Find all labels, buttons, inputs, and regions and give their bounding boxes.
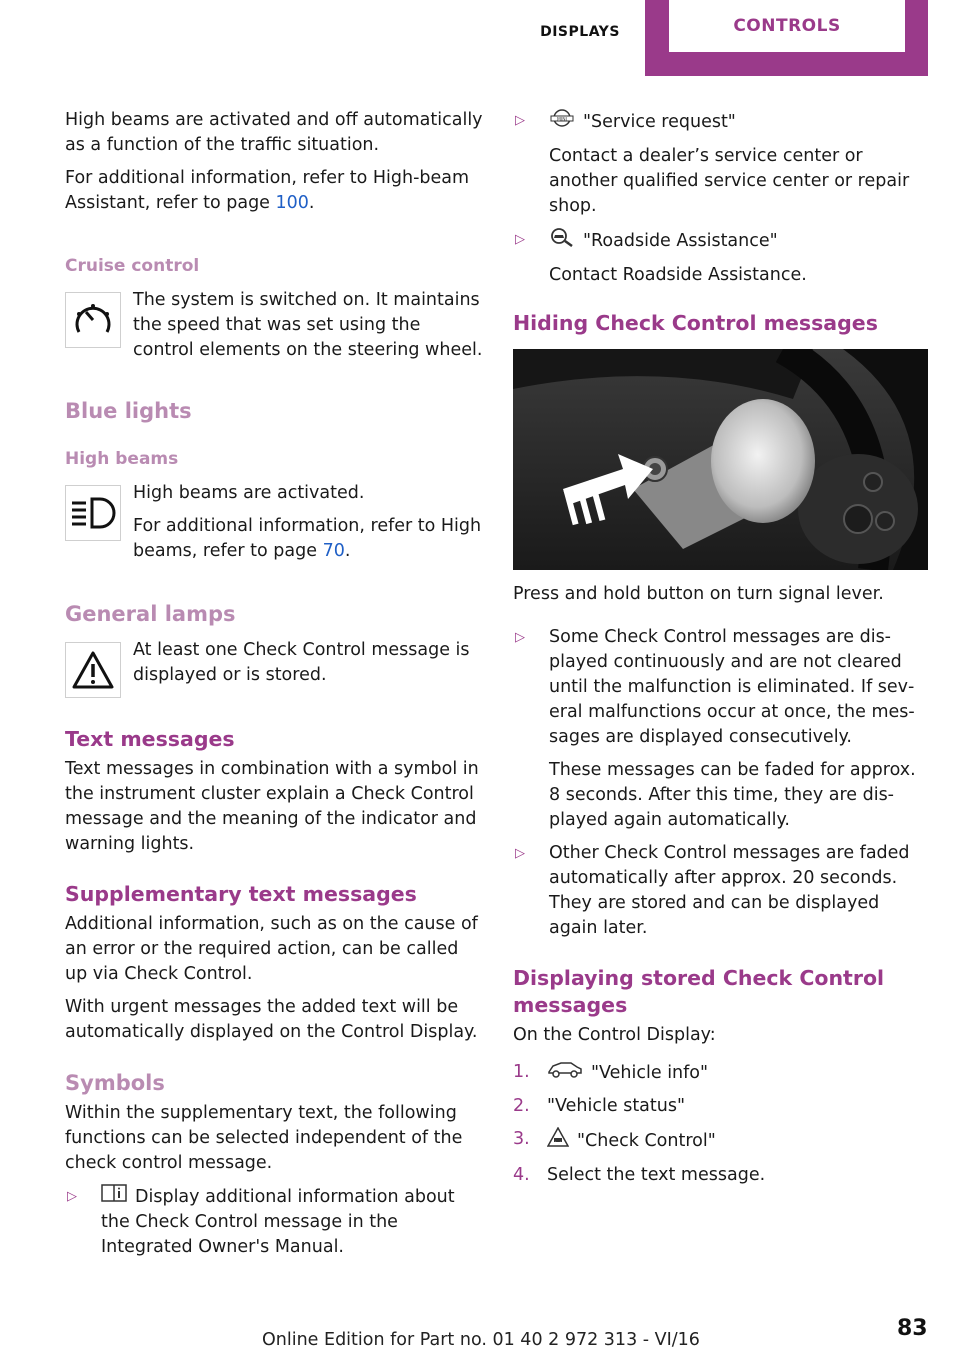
general-lamps-text: At least one Check Control message is displayed or is stored. [133, 640, 470, 685]
step-2 [513, 1094, 928, 1119]
step-number: 1. [513, 1062, 530, 1082]
step-1 [513, 1060, 928, 1086]
warning-triangle-icon [65, 642, 121, 698]
cruise-control-block [65, 288, 483, 363]
bullet-marker: ▷ [515, 846, 525, 861]
page-link-70[interactable]: 70 [322, 541, 345, 561]
step-3-text: "Check Control" [577, 1131, 716, 1151]
high-beam-icon [65, 485, 121, 541]
right-column [513, 108, 928, 1188]
supplementary-body-2: With urgent messages the added text will be automatically displayed on the Control Display. [65, 997, 478, 1042]
high-beams-text-1: High beams are activated. [133, 483, 365, 503]
symbols-bullet-1-text: Display additional information about the Check Control message in the Integrated Owner's Manual. [101, 1187, 455, 1257]
symbols-bullet-1 [65, 1184, 483, 1260]
service-request-label: "Service request" [583, 112, 736, 132]
speedometer-icon [65, 292, 121, 348]
roadside-label: "Roadside Assistance" [583, 231, 778, 251]
service-request-text: Contact a dealer’s service center or another qualified service center or repair shop. [549, 146, 910, 216]
bullet-marker: ▷ [515, 232, 525, 247]
car-warning-icon [547, 1127, 569, 1155]
left-column [65, 108, 483, 1260]
blue-lights-heading: Blue lights [65, 399, 192, 423]
hiding-heading: Hiding Check Control messages [513, 311, 878, 335]
step-number: 2. [513, 1096, 530, 1116]
high-beams-heading: High beams [65, 449, 179, 469]
text-messages-body: Text messages in combination with a symbol in the instrument cluster explain a Check Control message and the meaning of the indicator and warning lights. [65, 759, 479, 854]
mini-service-icon [549, 108, 575, 136]
general-lamps-heading: General lamps [65, 602, 236, 626]
symbols-body: Within the supplementary text, the following functions can be selected independent of the check control message. [65, 1103, 463, 1173]
photo-caption: Press and hold button on turn signal lever. [513, 584, 884, 604]
hiding-bullet-1-extra: These messages can be faded for approx. 8 seconds. After this time, they are dis‐ played again automatically. [549, 760, 916, 830]
turn-signal-lever-photo [513, 349, 928, 570]
step-number: 4. [513, 1165, 530, 1185]
bullet-marker: ▷ [515, 113, 525, 128]
page-number: 83 [897, 1316, 928, 1341]
hiding-bullet-2 [513, 841, 928, 941]
header-section-label: DISPLAYS [540, 24, 620, 40]
bullet-marker: ▷ [515, 630, 525, 645]
displaying-heading: Displaying stored Check Control messages [513, 966, 885, 1017]
header-chapter-label: CONTROLS [733, 16, 841, 36]
manual-book-icon [101, 1184, 127, 1210]
high-beams-text-2: For additional information, refer to High beams, refer to page 70. [133, 516, 482, 561]
page-link-100[interactable]: 100 [275, 193, 309, 213]
hiding-bullet-2-text: Other Check Control messages are faded automatically after approx. 20 seconds. They are stored and can be displayed again later. [549, 843, 910, 938]
hiding-bullet-1-text: Some Check Control messages are dis‐ played continuously and are not cleared until the malfunction is eliminated. If sev‐ eral malfunctions occur at once, the mes‐ sages are displayed consecutively. [549, 627, 915, 747]
displaying-intro: On the Control Display: [513, 1025, 716, 1045]
supplementary-heading: Supplementary text messages [65, 882, 417, 906]
step-number: 3. [513, 1129, 530, 1149]
tow-truck-icon [549, 227, 575, 255]
symbols-heading: Symbols [65, 1071, 165, 1095]
step-2-text: "Vehicle status" [547, 1096, 686, 1116]
supplementary-body-1: Additional information, such as on the cause of an error or the required action, can be called up via Check Control. [65, 914, 478, 984]
bullet-marker: ▷ [67, 1189, 77, 1204]
service-request-bullet [513, 108, 928, 219]
roadside-text: Contact Roadside Assistance. [549, 265, 807, 285]
cruise-control-text: The system is switched on. It maintains the speed that was set using the control elements on the steering wheel. [133, 290, 483, 360]
general-lamps-block [65, 638, 483, 698]
header-chapter-tab [645, 0, 928, 76]
step-1-text: "Vehicle info" [591, 1063, 709, 1083]
hiding-bullet-1 [513, 625, 928, 833]
car-icon [547, 1060, 583, 1086]
high-beams-block [65, 481, 483, 564]
intro-paragraph-1: High beams are activated and off automatically as a function of the traffic situation. [65, 110, 483, 155]
cruise-control-heading: Cruise control [65, 256, 200, 276]
step-4-text: Select the text message. [547, 1165, 766, 1185]
footer-edition: Online Edition for Part no. 01 40 2 972 313 - VI/16 [262, 1330, 700, 1350]
intro-paragraph-2: For additional information, refer to High-beam Assistant, refer to page 100. [65, 168, 470, 213]
text-messages-heading: Text messages [65, 727, 235, 751]
roadside-bullet [513, 227, 928, 288]
step-3 [513, 1127, 928, 1155]
step-4 [513, 1163, 928, 1188]
svg-text:MINI: MINI [557, 117, 567, 123]
